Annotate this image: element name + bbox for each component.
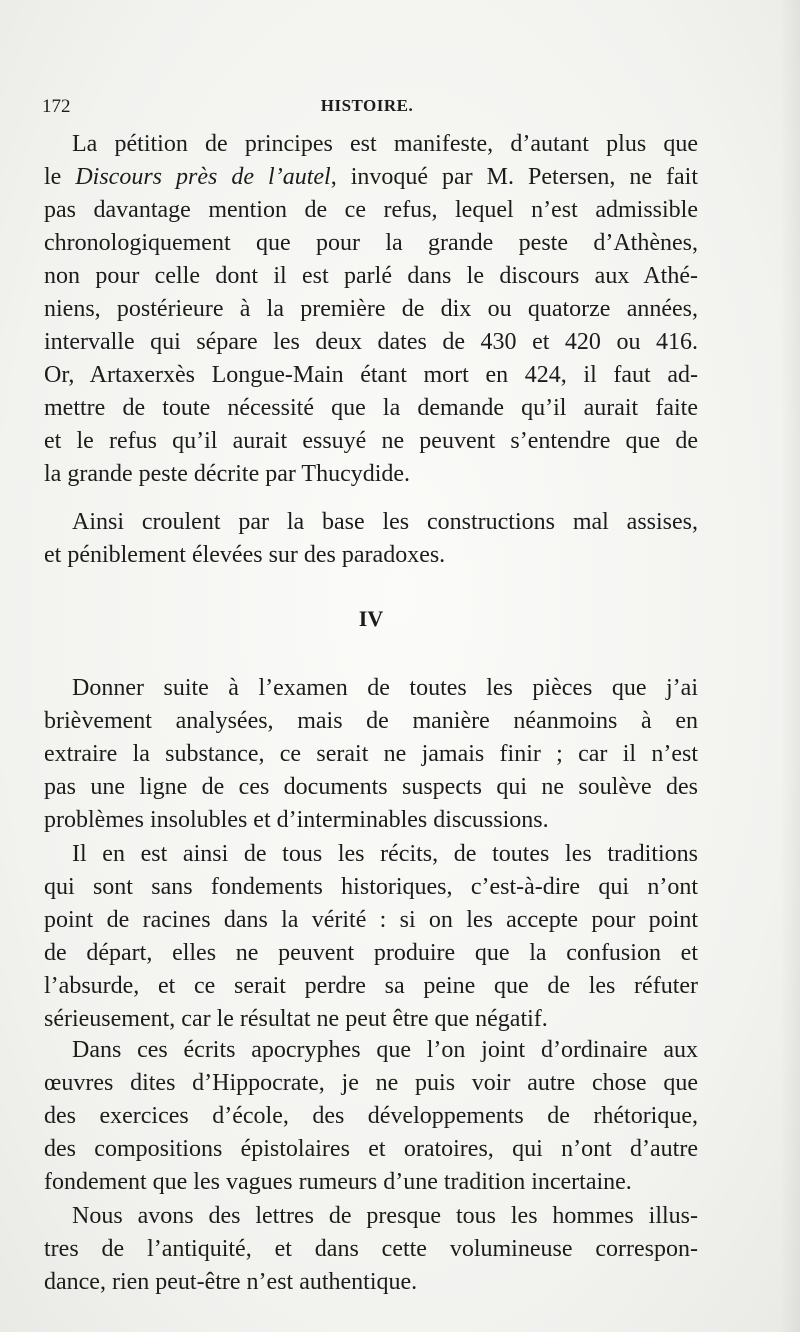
text-line: La pétition de principes est manifeste, d’autant plus que [72, 131, 698, 157]
section-heading: IV [358, 606, 384, 631]
running-header [42, 96, 692, 122]
text-line: pas une ligne de ces documents suspects qui ne soulève des [44, 774, 698, 800]
running-title: HISTOIRE. [320, 96, 414, 115]
paragraph-5 [44, 1034, 698, 1199]
text-line: intervalle qui sépare les deux dates de 430 et 420 ou 416. [44, 329, 698, 355]
text-line: tres de l’antiquité, et dans cette volumineuse correspon- [44, 1236, 698, 1262]
italic-title: Discours près de l’autel [75, 164, 331, 190]
text-line: des compositions épistolaires et oratoires, qui n’ont d’autre [44, 1136, 698, 1162]
text-line: mettre de toute nécessité que la demande qu’il aurait faite [44, 395, 698, 421]
text-line: dance, rien peut-être n’est authentique. [44, 1269, 418, 1295]
text-line: extraire la substance, ce serait ne jamais finir ; car il n’est [44, 741, 698, 767]
text-line: Donner suite à l’examen de toutes les pièces que j’ai [72, 675, 698, 701]
text-line: niens, postérieure à la première de dix ou quatorze années, [44, 296, 698, 322]
text-line: brièvement analysées, mais de manière néanmoins à en [44, 708, 698, 734]
text-line: fondement que les vagues rumeurs d’une tradition incertaine. [44, 1169, 632, 1195]
text-fragment: , invoqué par M. Petersen, ne fait [330, 164, 698, 190]
paragraph-6 [44, 1200, 698, 1299]
paragraph-2 [44, 506, 698, 572]
text-line: qui sont sans fondements historiques, c’est-à-dire qui n’ont [44, 874, 698, 900]
text-line: et péniblement élevées sur des paradoxes. [44, 542, 446, 568]
text-line: Or, Artaxerxès Longue-Main étant mort en 424, il faut ad- [44, 362, 698, 388]
text-line: et le refus qu’il aurait essuyé ne peuvent s’entendre que de [44, 428, 698, 454]
text-line: la grande peste décrite par Thucydide. [44, 461, 411, 487]
paragraph-1 [44, 128, 698, 491]
text-line: sérieusement, car le résultat ne peut être que négatif. [44, 1006, 548, 1032]
page-edge-shadow [780, 0, 800, 1332]
text-line: Dans ces écrits apocryphes que l’on joint d’ordinaire aux [72, 1037, 698, 1063]
text-line: de départ, elles ne peuvent produire que la confusion et [44, 940, 698, 966]
text-line: Il en est ainsi de tous les récits, de toutes les traditions [72, 841, 698, 867]
text-line: Nous avons des lettres de presque tous les hommes illus- [72, 1203, 698, 1229]
text-line: chronologiquement que pour la grande peste d’Athènes, [44, 230, 698, 256]
text-line: pas davantage mention de ce refus, lequel n’est admissible [44, 197, 698, 223]
text-line: le Discours près de l’autel, invoqué par M. Petersen, ne fait [44, 164, 698, 190]
text-line: problèmes insolubles et d’interminables discussions. [44, 807, 549, 833]
paragraph-3 [44, 672, 698, 837]
text-line: non pour celle dont il est parlé dans le discours aux Athé- [44, 263, 698, 289]
page-number: 172 [42, 96, 71, 117]
text-line: point de racines dans la vérité : si on les accepte pour point [44, 907, 698, 933]
text-line: Ainsi croulent par la base les constructions mal assises, [72, 509, 698, 535]
paragraph-4 [44, 838, 698, 1036]
text-line: des exercices d’école, des développements de rhétorique, [44, 1103, 698, 1129]
text-line: œuvres dites d’Hippocrate, je ne puis voir autre chose que [44, 1070, 698, 1096]
text-line: l’absurde, et ce serait perdre sa peine que de les réfuter [44, 973, 698, 999]
